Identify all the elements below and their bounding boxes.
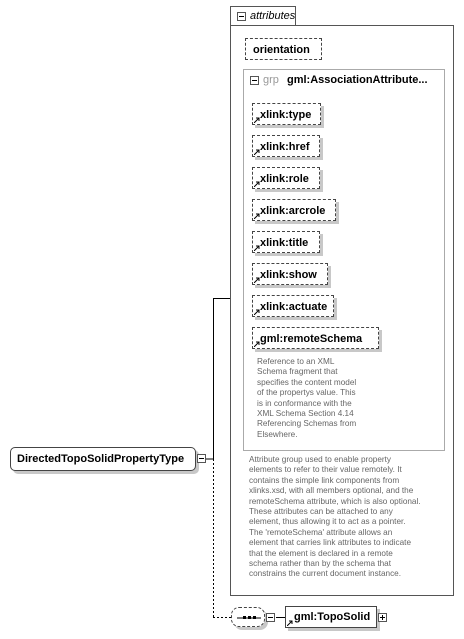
- doc-line: Reference to an XML: [257, 357, 335, 366]
- attribute-xlink-actuate[interactable]: [252, 295, 334, 317]
- doc-line: Elsewhere.: [257, 429, 298, 439]
- reference-arrow-icon: [254, 181, 260, 187]
- attribute-xlink-role[interactable]: [252, 167, 320, 189]
- attribute-label: xlink:title: [260, 237, 309, 249]
- collapse-icon[interactable]: [250, 76, 259, 85]
- attribute-label: xlink:actuate: [260, 301, 328, 313]
- reference-arrow-icon: [254, 117, 260, 123]
- doc-line: These attributes can be attached to any: [249, 507, 393, 517]
- attribute-xlink-title[interactable]: [252, 231, 320, 253]
- reference-arrow-icon: [254, 309, 260, 315]
- collapse-icon[interactable]: [197, 454, 206, 463]
- complex-type-name: DirectedTopoSolidPropertyType: [17, 453, 185, 465]
- doc-line: elements to refer to their value remotely. It: [249, 465, 402, 475]
- reference-arrow-icon: [254, 277, 260, 283]
- reference-arrow-icon: [254, 213, 260, 219]
- sequence-icon: [232, 608, 266, 628]
- reference-arrow-icon: [254, 341, 260, 347]
- doc-line: specifies the content model: [257, 377, 357, 387]
- attribute-xlink-show[interactable]: [252, 263, 328, 285]
- doc-line: xlinks.xsd, with all members optional, and the: [249, 486, 414, 496]
- attribute-label: orientation: [253, 44, 310, 56]
- attribute-label: gml:remoteSchema: [260, 333, 363, 345]
- doc-line: Referencing Schemas from: [257, 419, 357, 429]
- doc-line: that the element is declared in a remote: [249, 548, 393, 558]
- doc-line: contains the simple link components from: [249, 475, 400, 485]
- collapse-icon[interactable]: [266, 613, 275, 622]
- doc-line: Attribute group used to enable property: [249, 455, 392, 464]
- element-label: gml:TopoSolid: [294, 611, 371, 623]
- doc-line: of the propertys value. This: [257, 388, 356, 398]
- attribute-label: xlink:role: [260, 173, 309, 185]
- sequence-compositor[interactable]: [231, 607, 265, 627]
- remoteschema-documentation: [257, 357, 356, 440]
- grp-keyword: grp: [263, 74, 279, 86]
- attribute-xlink-arcrole[interactable]: [252, 199, 336, 221]
- attribute-xlink-type[interactable]: [252, 103, 321, 125]
- attribute-label: xlink:type: [260, 109, 312, 121]
- doc-line: schema rather than by the schema that: [249, 559, 391, 569]
- attribute-orientation[interactable]: [245, 38, 322, 60]
- doc-line: The 'remoteSchema' attribute allows an: [249, 527, 393, 537]
- attribute-label: xlink:show: [260, 269, 317, 281]
- expand-icon[interactable]: [378, 613, 387, 622]
- complex-type-root[interactable]: [10, 447, 196, 471]
- element-gml-toposolid[interactable]: [285, 606, 377, 628]
- doc-line: element that carries link attributes to indicate: [249, 538, 412, 548]
- collapse-icon[interactable]: [237, 12, 246, 21]
- grp-name: gml:AssociationAttribute...: [286, 74, 428, 86]
- attributes-tab: [230, 6, 296, 26]
- attribute-group-documentation: [249, 455, 421, 580]
- doc-line: element, thus allowing it to act as a pointer.: [249, 517, 406, 527]
- attribute-group-header: [250, 74, 428, 86]
- doc-line: is in conformance with the: [257, 398, 352, 408]
- doc-line: XML Schema Section 4.14: [257, 409, 354, 419]
- doc-line: Schema fragment that: [257, 367, 338, 377]
- attribute-gml-remoteschema[interactable]: [252, 327, 379, 349]
- attribute-xlink-href[interactable]: [252, 135, 320, 157]
- doc-line: constrains the current document instance.: [249, 569, 402, 579]
- reference-arrow-icon: [287, 620, 293, 626]
- reference-arrow-icon: [254, 245, 260, 251]
- reference-arrow-icon: [254, 149, 260, 155]
- doc-line: remoteSchema attribute, which is also optional.: [249, 496, 421, 506]
- attributes-label: attributes: [250, 10, 296, 22]
- attribute-label: xlink:arcrole: [260, 205, 326, 217]
- attribute-label: xlink:href: [260, 141, 310, 153]
